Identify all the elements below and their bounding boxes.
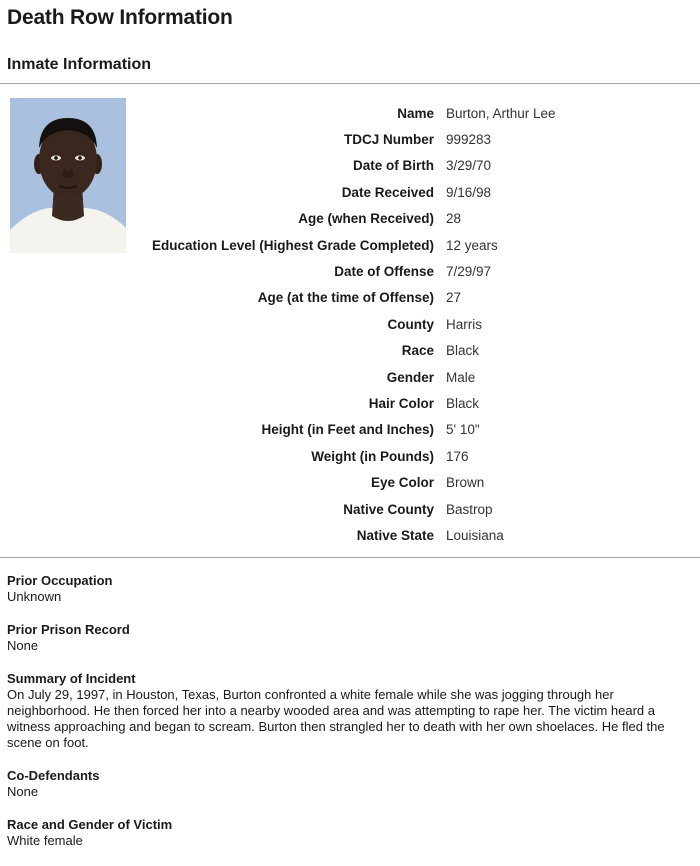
info-value: 3/29/70 xyxy=(446,158,492,174)
race-gender-victim-value: White female xyxy=(7,833,83,848)
page-title: Death Row Information xyxy=(7,6,233,29)
info-value: 999283 xyxy=(446,132,492,148)
info-label: Date Received xyxy=(341,184,434,200)
inmate-info-table xyxy=(130,100,690,549)
info-row xyxy=(130,153,690,179)
info-value: Black xyxy=(446,395,480,411)
info-row xyxy=(130,417,690,443)
info-label: Education Level (Highest Grade Completed) xyxy=(151,237,434,253)
section-title: Inmate Information xyxy=(7,56,152,73)
info-value: 28 xyxy=(446,211,462,227)
incident-details xyxy=(7,573,693,866)
info-label: Weight (in Pounds) xyxy=(311,448,434,464)
info-value: 176 xyxy=(446,448,469,464)
prior-prison-record-label: Prior Prison Record xyxy=(7,622,130,637)
info-label: Race xyxy=(401,343,434,359)
prior-prison-record xyxy=(7,622,693,654)
info-row xyxy=(130,311,690,337)
info-value: Brown xyxy=(446,475,485,491)
info-value: Male xyxy=(446,369,476,385)
info-label: TDCJ Number xyxy=(343,132,434,148)
info-value: 12 years xyxy=(446,237,498,253)
section-divider-top xyxy=(0,83,700,84)
info-label: Date of Birth xyxy=(353,158,434,174)
info-row xyxy=(130,338,690,364)
race-gender-victim xyxy=(7,817,693,849)
prior-occupation xyxy=(7,573,693,605)
info-value: Black xyxy=(446,343,480,359)
co-defendants-value: None xyxy=(7,784,39,799)
info-value: Harris xyxy=(446,316,482,332)
inmate-photo xyxy=(10,98,126,253)
info-value: 27 xyxy=(446,290,462,306)
info-row xyxy=(130,285,690,311)
prior-prison-record-value: None xyxy=(7,638,39,653)
info-value: Burton, Arthur Lee xyxy=(446,105,556,121)
info-label: Native County xyxy=(343,501,434,517)
prior-occupation-value: Unknown xyxy=(7,589,62,604)
info-row xyxy=(130,364,690,390)
info-row xyxy=(130,469,690,495)
info-label: County xyxy=(387,316,434,332)
info-label: Name xyxy=(397,105,434,121)
info-row xyxy=(130,232,690,258)
info-label: Age (when Received) xyxy=(298,211,434,227)
prior-occupation-label: Prior Occupation xyxy=(7,573,113,588)
info-label: Gender xyxy=(386,369,434,385)
summary-of-incident xyxy=(7,671,693,751)
co-defendants xyxy=(7,768,693,800)
info-row xyxy=(130,206,690,232)
info-value: 9/16/98 xyxy=(446,184,492,200)
info-label: Height (in Feet and Inches) xyxy=(261,422,434,438)
info-label: Eye Color xyxy=(370,475,434,491)
info-value: 7/29/97 xyxy=(446,264,492,280)
info-label: Hair Color xyxy=(368,395,434,411)
info-label: Date of Offense xyxy=(334,264,434,280)
info-row xyxy=(130,522,690,548)
info-value: Bastrop xyxy=(446,501,493,517)
info-label: Native State xyxy=(356,527,434,543)
info-row xyxy=(130,258,690,284)
section-divider-bottom xyxy=(0,557,700,558)
race-gender-victim-label: Race and Gender of Victim xyxy=(7,817,173,832)
info-row xyxy=(130,443,690,469)
info-row xyxy=(130,100,690,126)
summary-of-incident-value: On July 29, 1997, in Houston, Texas, Burton confronted a white female while she was jogging through her neighborhood. He then forced her into a nearby wooded area and was attempting to rape her. The victim heard a witness approaching and began to scream. Burton then strangled her to death with her own shoelaces. He fled the scene on foot. xyxy=(7,687,665,750)
summary-of-incident-label: Summary of Incident xyxy=(7,671,136,686)
info-label: Age (at the time of Offense) xyxy=(257,290,434,306)
info-value: Louisiana xyxy=(446,527,504,543)
info-value: 5' 10" xyxy=(446,422,480,438)
info-row xyxy=(130,496,690,522)
info-row xyxy=(130,179,690,205)
info-row xyxy=(130,126,690,152)
co-defendants-label: Co-Defendants xyxy=(7,768,100,783)
info-row xyxy=(130,390,690,416)
